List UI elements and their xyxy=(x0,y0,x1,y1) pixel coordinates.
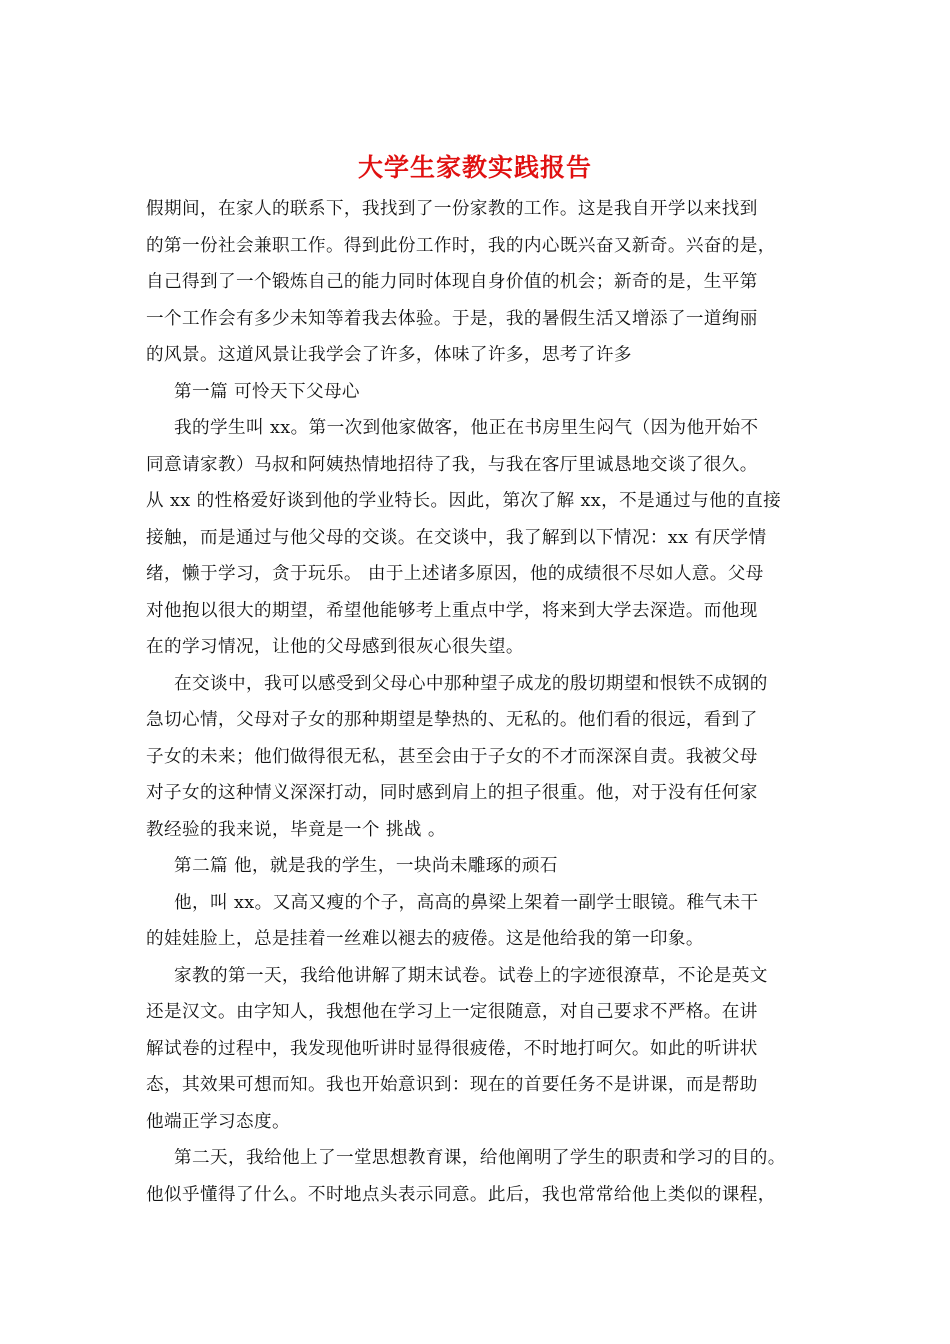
text-line: 第二天，我给他上了一堂思想教育课，给他阐明了学生的职责和学习的目的。 xyxy=(174,1148,786,1168)
text-line: 态，其效果可想而知。我也开始意识到：现在的首要任务不是讲课，而是帮助 xyxy=(146,1075,758,1095)
text-line: 在的学习情况，让他的父母感到很灰心很失望。 xyxy=(146,637,524,657)
text-line: 我的学生叫 xx。第一次到他家做客，他正在书房里生闷气（因为他开始不 xyxy=(174,418,759,438)
text-line: 子女的未来；他们做得很无私，甚至会由于子女的不才而深深自责。我被父母 xyxy=(146,746,758,767)
text-line: 解试卷的过程中，我发现他听讲时显得很疲倦，不时地打呵欠。如此的听讲状 xyxy=(146,1038,758,1059)
text-line: 的风景。这道风景让我学会了许多，体味了许多，思考了许多 xyxy=(146,345,632,365)
document-body xyxy=(146,191,816,1213)
text-line: 的第一份社会兼职工作。得到此份工作时，我的内心既兴奋又新奇。兴奋的是， xyxy=(146,235,776,256)
document-title: 大学生家教实践报告 xyxy=(357,153,592,182)
text-line: 从 xx 的性格爱好谈到他的学业特长。因此，第次了解 xx，不是通过与他的直接 xyxy=(146,491,782,511)
text-line: 接触，而是通过与他父母的交谈。在交谈中，我了解到以下情况：xx 有厌学情 xyxy=(146,527,767,548)
text-line: 他，叫 xx。又高又瘦的个子，高高的鼻梁上架着一副学士眼镜。稚气未干 xyxy=(174,892,759,913)
text-line: 同意请家教）马叔和阿姨热情地招待了我，与我在客厅里诚恳地交谈了很久。 xyxy=(146,454,758,475)
text-line: 自己得到了一个锻炼自己的能力同时体现自身价值的机会；新奇的是，生平第 xyxy=(146,272,758,292)
text-line: 绪，懒于学习，贪于玩乐。 由于上述诸多原因，他的成绩很不尽如人意。父母 xyxy=(146,564,764,584)
text-line: 一个工作会有多少未知等着我去体验。于是，我的暑假生活又增添了一道绚丽 xyxy=(146,308,758,329)
text-line: 他端正学习态度。 xyxy=(146,1111,290,1132)
text-line: 假期间，在家人的联系下，我找到了一份家教的工作。这是我自开学以来找到 xyxy=(146,199,758,219)
text-line: 第二篇 他，就是我的学生，一块尚未雕琢的顽石 xyxy=(174,856,558,876)
text-line: 的娃娃脸上，总是挂着一丝难以褪去的疲倦。这是他给我的第一印象。 xyxy=(146,929,704,949)
text-line: 对他抱以很大的期望，希望他能够考上重点中学，将来到大学去深造。而他现 xyxy=(146,600,758,621)
text-line: 急切心情，父母对子女的那种期望是挚热的、无私的。他们看的很远，看到了 xyxy=(146,710,758,730)
text-line: 还是汉文。由字知人，我想他在学习上一定很随意，对自己要求不严格。在讲 xyxy=(146,1002,758,1022)
text-line: 第一篇 可怜天下父母心 xyxy=(174,381,360,402)
text-line: 他似乎懂得了什么。不时地点头表示同意。此后，我也常常给他上类似的课程， xyxy=(146,1184,776,1205)
text-line: 教经验的我来说，毕竟是一个 挑战 。 xyxy=(146,819,446,840)
text-line: 家教的第一天，我给他讲解了期末试卷。试卷上的字迹很潦草，不论是英文 xyxy=(174,965,768,986)
text-line: 在交谈中，我可以感受到父母心中那种望子成龙的殷切期望和恨铁不成钢的 xyxy=(174,673,768,694)
text-line: 对子女的这种情义深深打动，同时感到肩上的担子很重。他，对于没有任何家 xyxy=(146,783,758,803)
